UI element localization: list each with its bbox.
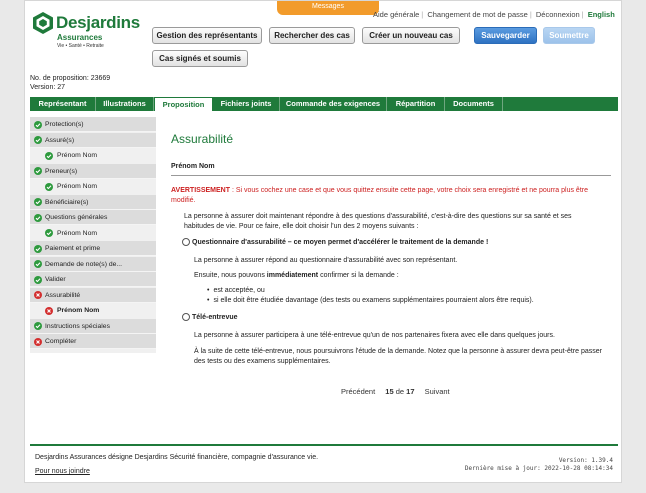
sidebar-item-notes-request[interactable] [30, 257, 156, 272]
messages-tab[interactable]: Messages [277, 1, 379, 15]
tab-proposition[interactable]: Proposition [154, 97, 213, 111]
sidebar-item-label: Paiement et prime [45, 245, 101, 252]
proposal-info [30, 74, 110, 92]
check-circle-icon [45, 183, 53, 191]
intro-text: La personne à assurer doit maintenant répondre à des questions d'assurabilité, c'est-à-dire des questions sur sa santé et ses habitudes de vie. Pour ce faire, elle doit choisir l'un des 2 moyens suivants : [184, 213, 572, 230]
person-name: Prénom Nom [171, 163, 215, 170]
tab-documents[interactable]: Documents [445, 97, 503, 111]
save-button[interactable]: Sauvegarder [474, 27, 537, 44]
check-circle-icon [34, 214, 42, 222]
sidebar-item-insurability[interactable] [30, 288, 156, 303]
sidebar-item-label: Valider [45, 276, 66, 283]
sidebar-item-insured[interactable] [30, 133, 156, 148]
main-tabs [30, 97, 618, 111]
option2-description: La personne à assurer participera à une télé-entrevue qu'un de nos partenaires fixera avec elle dans quelques jours. [194, 332, 555, 339]
sidebar-item-general-questions[interactable] [30, 210, 156, 225]
previous-link[interactable]: Précédent [341, 387, 376, 396]
check-circle-icon [34, 276, 42, 284]
check-circle-icon [34, 245, 42, 253]
option2-followup: À la suite de cette télé-entrevue, nous poursuivrons l'étude de la demande. Notez que la personne à assurer devra peut-être passer des tests ou des examens supplémentaires. [194, 348, 602, 365]
brand-sub: Assurances [57, 33, 103, 42]
submit-button[interactable]: Soumettre [543, 27, 595, 44]
language-link[interactable]: English [587, 10, 615, 19]
outcome-accepted: • est acceptée, ou [207, 286, 534, 296]
sidebar-item-label: Prénom Nom [57, 307, 100, 314]
option1-description: La personne à assurer répond au questionnaire d'assurabilité avec son représentant. [194, 257, 458, 264]
sidebar-item-label: Assurabilité [45, 291, 81, 299]
last-update: Dernière mise à jour: 2022-10-28 08:14:34 [464, 465, 613, 472]
tab-attached-files[interactable]: Fichiers joints [213, 97, 280, 111]
questionnaire-label[interactable]: Questionnaire d'assurabilité – ce moyen permet d'accélérer le traitement de la demande ! [192, 239, 489, 246]
page [24, 0, 622, 483]
logout-link[interactable]: Déconnexion [535, 10, 580, 19]
version-number: Version: 1.39.4 [558, 457, 613, 464]
new-case-button[interactable]: Créer un nouveau cas [362, 27, 460, 44]
sidebar-item-label: Instructions spéciales [45, 322, 110, 330]
tab-illustrations[interactable]: Illustrations [96, 97, 154, 111]
contact-link[interactable]: Pour nous joindre [35, 468, 90, 475]
sidebar-item-label: Bénéficiaire(s) [45, 198, 89, 206]
error-circle-icon [34, 338, 42, 346]
search-cases-button[interactable]: Rechercher des cas [269, 27, 355, 44]
option1-followup: Ensuite, nous pouvons immédiatement confirmer si la demande : [194, 272, 399, 279]
change-password-link[interactable]: Changement de mot de passe [427, 10, 528, 19]
top-links: Aide générale | Changement de mot de passe | Déconnexion | English [373, 10, 615, 19]
error-circle-icon [45, 307, 53, 315]
footer-divider [30, 444, 618, 446]
divider [171, 175, 611, 176]
signed-cases-button[interactable]: Cas signés et soumis [152, 50, 248, 67]
sidebar-item-questions-person[interactable] [30, 226, 156, 241]
desjardins-logo [33, 12, 143, 56]
brand-name: Desjardins [56, 13, 140, 32]
check-circle-icon [45, 229, 53, 237]
pager [341, 387, 458, 396]
tab-repartition[interactable]: Répartition [387, 97, 445, 111]
sidebar-item-label: Questions générales [45, 214, 108, 221]
tab-representant[interactable]: Représentant [30, 97, 96, 111]
warning-message [171, 186, 611, 206]
warning-label: AVERTISSEMENT [171, 187, 230, 194]
option1-outcomes [207, 286, 534, 306]
sidebar-item-policyholder-person[interactable] [30, 179, 156, 194]
next-link[interactable]: Suivant [424, 387, 450, 396]
sidebar-item-complete[interactable] [30, 334, 156, 349]
sidebar-item-label: Assuré(s) [45, 136, 75, 144]
check-circle-icon [34, 260, 42, 268]
questionnaire-radio[interactable] [182, 238, 190, 246]
version-info [465, 457, 613, 473]
tab-requirements-order[interactable]: Commande des exigences [280, 97, 387, 111]
sidebar-item-label: Preneur(s) [45, 167, 78, 175]
sidebar-item-beneficiaries[interactable] [30, 195, 156, 210]
sidebar-item-insured-person[interactable] [30, 148, 156, 163]
proposal-number: No. de proposition: 23669 [30, 75, 111, 82]
manage-reps-button[interactable]: Gestion des représentants [152, 27, 262, 44]
sidebar-item-policyholders[interactable] [30, 164, 156, 179]
sidebar [30, 117, 156, 353]
sidebar-item-protections[interactable] [30, 117, 156, 132]
sidebar-item-label: Prénom Nom [57, 229, 98, 237]
sidebar-item-label: Protection(s) [45, 121, 84, 128]
sidebar-item-label: Prénom Nom [57, 183, 98, 190]
teleinterview-label[interactable]: Télé-entrevue [192, 314, 238, 321]
warning-text: : Si vous cochez une case et que vous quittez ensuite cette page, votre choix sera enregistré et ne pourra plus être modifié. [171, 187, 588, 204]
check-circle-icon [34, 136, 42, 144]
check-circle-icon [34, 198, 42, 206]
check-circle-icon [34, 167, 42, 175]
sidebar-item-validate[interactable] [30, 272, 156, 287]
check-circle-icon [34, 121, 42, 129]
footer-text: Desjardins Assurances désigne Desjardins Sécurité financière, compagnie d'assurance vie. [35, 454, 319, 461]
teleinterview-radio[interactable] [182, 313, 190, 321]
sidebar-item-special-instructions[interactable] [30, 319, 156, 334]
sidebar-item-label: Demande de note(s) de... [45, 260, 123, 268]
check-circle-icon [34, 322, 42, 330]
check-circle-icon [45, 152, 53, 160]
sidebar-item-label: Compléter [45, 338, 77, 345]
brand-tagline: Vie • Santé • Retraite [57, 43, 104, 49]
sidebar-item-payment[interactable] [30, 241, 156, 256]
page-indicator: 15 de 17 [385, 387, 415, 396]
help-link[interactable]: Aide générale [373, 10, 420, 19]
page-title: Assurabilité [171, 132, 234, 146]
desjardins-hexagon-icon [33, 12, 53, 34]
sidebar-item-insurability-person[interactable] [30, 303, 156, 318]
outcome-further-study: • si elle doit être étudiée davantage (des tests ou examens supplémentaires pourraient alors être requis). [207, 296, 534, 306]
proposal-version: Version: 27 [30, 84, 66, 91]
error-circle-icon [34, 291, 42, 299]
sidebar-item-label: Prénom Nom [57, 152, 98, 159]
